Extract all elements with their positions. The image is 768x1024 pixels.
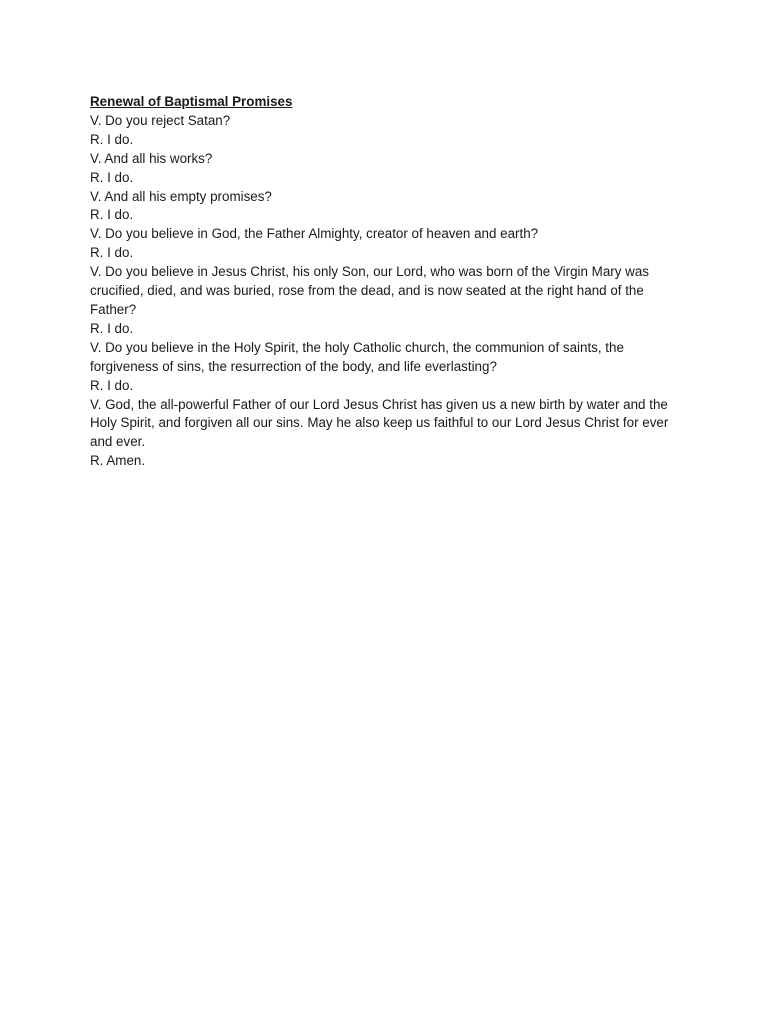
response-line: R. Amen. <box>90 453 146 469</box>
response-line: R. I do. <box>90 377 134 393</box>
document-body <box>90 93 680 471</box>
response-line: R. I do. <box>90 245 134 261</box>
versicle-line: V. Do you believe in God, the Father Almighty, creator of heaven and earth? <box>90 226 539 242</box>
response-line: R. I do. <box>90 207 134 223</box>
document-title: Renewal of Baptismal Promises <box>90 94 293 109</box>
versicle-line: V. Do you believe in the Holy Spirit, the holy Catholic church, the communion of saints, the forgiveness of sins, the resurrection of the body, and life everlasting? <box>90 339 624 374</box>
versicle-line: V. Do you reject Satan? <box>90 112 231 128</box>
versicle-line: V. Do you believe in Jesus Christ, his only Son, our Lord, who was born of the Virgin Mary was crucified, died, and was buried, rose from the dead, and is now seated at the right hand of the Father? <box>90 264 649 317</box>
versicle-line: V. God, the all-powerful Father of our Lord Jesus Christ has given us a new birth by water and the Holy Spirit, and forgiven all our sins. May he also keep us faithful to our Lord Jesus Christ for ever and ever. <box>90 396 669 450</box>
versicle-line: V. And all his works? <box>90 150 213 166</box>
versicle-line: V. And all his empty promises? <box>90 188 272 204</box>
response-line: R. I do. <box>90 320 134 336</box>
response-line: R. I do. <box>90 169 134 185</box>
response-line: R. I do. <box>90 131 134 147</box>
